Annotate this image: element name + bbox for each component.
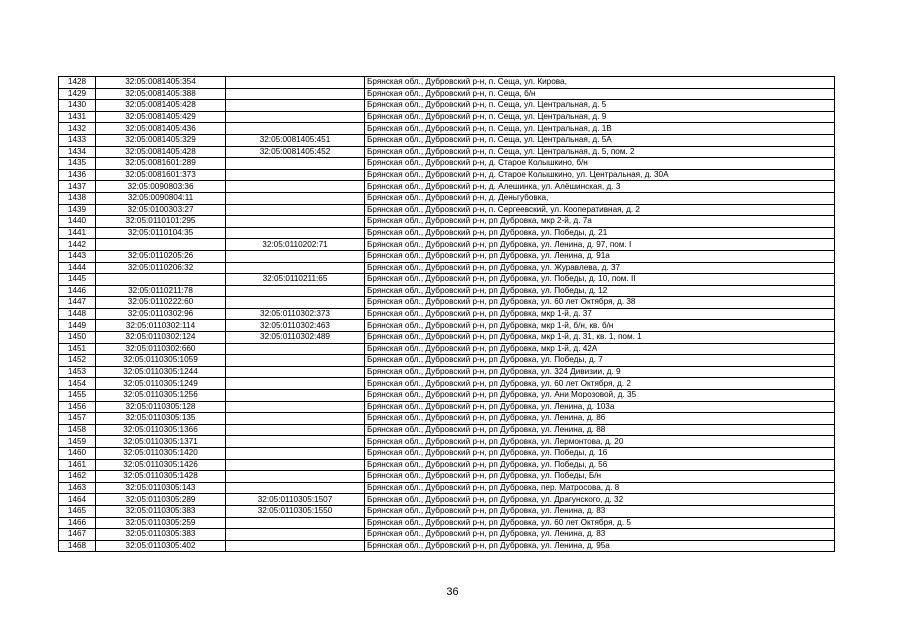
table-row: [59, 262, 835, 274]
table-row: [59, 308, 835, 320]
cadastral-number-cell: 32:05:0081405:329: [96, 134, 226, 146]
cadastral-number-cell: 32:05:0110206:32: [96, 262, 226, 274]
table-row: [59, 88, 835, 100]
cadastral-number-cell: 32:05:0110302:114: [96, 320, 226, 332]
property-table: [58, 76, 835, 552]
table-row: [59, 100, 835, 112]
table-row: [59, 332, 835, 344]
related-cadastral-number-cell: [226, 390, 365, 402]
cadastral-number-cell: 32:05:0110305:135: [96, 413, 226, 425]
table-row: [59, 250, 835, 262]
row-number-cell: 1449: [59, 320, 96, 332]
table-row: [59, 494, 835, 506]
related-cadastral-number-cell: [226, 482, 365, 494]
table-row: [59, 227, 835, 239]
cadastral-number-cell: 32:05:0110305:128: [96, 401, 226, 413]
row-number-cell: 1454: [59, 378, 96, 390]
related-cadastral-number-cell: [226, 366, 365, 378]
related-cadastral-number-cell: [226, 100, 365, 112]
cadastral-number-cell: 32:05:0110302:124: [96, 332, 226, 344]
address-cell: Брянская обл., Дубровский р-н, п. Сеща, ул. Центральная, д. 5, пом. 2: [365, 146, 835, 158]
cadastral-number-cell: 32:05:0081405:428: [96, 100, 226, 112]
address-cell: Брянская обл., Дубровский р-н, п. Сеща, ул. Центральная, д. 9: [365, 111, 835, 123]
address-cell: Брянская обл., Дубровский р-н, рп Дубровка, мкр 1-й, д. 42А: [365, 343, 835, 355]
row-number-cell: 1432: [59, 123, 96, 135]
table-row: [59, 297, 835, 309]
table-row: [59, 540, 835, 552]
cadastral-number-cell: 32:05:0110211:78: [96, 285, 226, 297]
related-cadastral-number-cell: [226, 459, 365, 471]
cadastral-number-cell: 32:05:0110305:259: [96, 517, 226, 529]
related-cadastral-number-cell: [226, 192, 365, 204]
row-number-cell: 1436: [59, 169, 96, 181]
cadastral-number-cell: 32:05:0090803:36: [96, 181, 226, 193]
cadastral-number-cell: 32:05:0110305:289: [96, 494, 226, 506]
address-cell: Брянская обл., Дубровский р-н, рп Дубровка, ул. Победы, д. 56: [365, 459, 835, 471]
address-cell: Брянская обл., Дубровский р-н, д. Старое Колышкино, б/н: [365, 158, 835, 170]
cadastral-number-cell: [96, 239, 226, 251]
cadastral-number-cell: 32:05:0110222:60: [96, 297, 226, 309]
address-cell: Брянская обл., Дубровский р-н, п. Сеща, ул. Центральная, д. 5А: [365, 134, 835, 146]
related-cadastral-number-cell: 32:05:0110305:1507: [226, 494, 365, 506]
table-row: [59, 146, 835, 158]
row-number-cell: 1457: [59, 413, 96, 425]
address-cell: Брянская обл., Дубровский р-н, рп Дубровка, ул. Журавлева, д. 37: [365, 262, 835, 274]
row-number-cell: 1464: [59, 494, 96, 506]
related-cadastral-number-cell: [226, 181, 365, 193]
address-cell: Брянская обл., Дубровский р-н, рп Дубровка, ул. 324 Дивизии, д. 9: [365, 366, 835, 378]
table-row: [59, 459, 835, 471]
cadastral-number-cell: 32:05:0110205:26: [96, 250, 226, 262]
table-row: [59, 204, 835, 216]
address-cell: Брянская обл., Дубровский р-н, рп Дубровка, мкр 1-й, б/н, кв. б/н: [365, 320, 835, 332]
related-cadastral-number-cell: [226, 216, 365, 228]
address-cell: Брянская обл., Дубровский р-н, п. Сеща, ул. Центральная, д. 5: [365, 100, 835, 112]
address-cell: Брянская обл., Дубровский р-н, д. Деньгубовка,: [365, 192, 835, 204]
table-row: [59, 424, 835, 436]
table-row: [59, 169, 835, 181]
address-cell: Брянская обл., Дубровский р-н, п. Сеща, б/н: [365, 88, 835, 100]
related-cadastral-number-cell: [226, 471, 365, 483]
cadastral-number-cell: 32:05:0110305:1059: [96, 355, 226, 367]
related-cadastral-number-cell: [226, 355, 365, 367]
related-cadastral-number-cell: [226, 378, 365, 390]
table-row: [59, 181, 835, 193]
address-cell: Брянская обл., Дубровский р-н, рп Дубровка, ул. Победы, д. 10, пом. II: [365, 274, 835, 286]
address-cell: Брянская обл., Дубровский р-н, рп Дубровка, ул. Ленина, д. 97, пом. I: [365, 239, 835, 251]
address-cell: Брянская обл., Дубровский р-н, рп Дубровка, ул. 60 лет Октября, д. 38: [365, 297, 835, 309]
table-row: [59, 77, 835, 89]
related-cadastral-number-cell: [226, 517, 365, 529]
cadastral-number-cell: 32:05:0081405:436: [96, 123, 226, 135]
address-cell: Брянская обл., Дубровский р-н, рп Дубровка, ул. Победы, д. 7: [365, 355, 835, 367]
related-cadastral-number-cell: 32:05:0081405:451: [226, 134, 365, 146]
row-number-cell: 1465: [59, 505, 96, 517]
related-cadastral-number-cell: [226, 77, 365, 89]
row-number-cell: 1455: [59, 390, 96, 402]
address-cell: Брянская обл., Дубровский р-н, рп Дубровка, ул. 60 лет Октября, д. 5: [365, 517, 835, 529]
table-row: [59, 134, 835, 146]
related-cadastral-number-cell: [226, 448, 365, 460]
table-row: [59, 192, 835, 204]
table-row: [59, 390, 835, 402]
cadastral-number-cell: 32:05:0110305:383: [96, 529, 226, 541]
table-row: [59, 517, 835, 529]
related-cadastral-number-cell: [226, 529, 365, 541]
address-cell: Брянская обл., Дубровский р-н, рп Дубровка, ул. Победы, Б/н: [365, 471, 835, 483]
cadastral-number-cell: 32:05:0110305:1428: [96, 471, 226, 483]
row-number-cell: 1461: [59, 459, 96, 471]
row-number-cell: 1441: [59, 227, 96, 239]
row-number-cell: 1458: [59, 424, 96, 436]
row-number-cell: 1443: [59, 250, 96, 262]
related-cadastral-number-cell: [226, 158, 365, 170]
table-row: [59, 355, 835, 367]
address-cell: Брянская обл., Дубровский р-н, рп Дубровка, мкр 1-й, д. 37: [365, 308, 835, 320]
address-cell: Брянская обл., Дубровский р-н, рп Дубровка, ул. Ленина, д. 91а: [365, 250, 835, 262]
row-number-cell: 1440: [59, 216, 96, 228]
row-number-cell: 1459: [59, 436, 96, 448]
cadastral-number-cell: 32:05:0081405:428: [96, 146, 226, 158]
table-row: [59, 285, 835, 297]
cadastral-number-cell: [96, 274, 226, 286]
table-row: [59, 448, 835, 460]
row-number-cell: 1433: [59, 134, 96, 146]
cadastral-number-cell: 32:05:0110305:1371: [96, 436, 226, 448]
cadastral-number-cell: 32:05:0081405:429: [96, 111, 226, 123]
table-row: [59, 366, 835, 378]
table-row: [59, 216, 835, 228]
table-row: [59, 401, 835, 413]
row-number-cell: 1447: [59, 297, 96, 309]
row-number-cell: 1429: [59, 88, 96, 100]
related-cadastral-number-cell: [226, 123, 365, 135]
table-row: [59, 111, 835, 123]
row-number-cell: 1456: [59, 401, 96, 413]
cadastral-number-cell: 32:05:0110305:1244: [96, 366, 226, 378]
address-cell: Брянская обл., Дубровский р-н, рп Дубровка, мкр 1-й, д. 31, кв. 1, пом. 1: [365, 332, 835, 344]
related-cadastral-number-cell: 32:05:0110202:71: [226, 239, 365, 251]
row-number-cell: 1448: [59, 308, 96, 320]
address-cell: Брянская обл., Дубровский р-н, рп Дубровка, мкр 2-й, д. 7а: [365, 216, 835, 228]
address-cell: Брянская обл., Дубровский р-н, рп Дубровка, ул. Победы, д. 21: [365, 227, 835, 239]
table-row: [59, 158, 835, 170]
related-cadastral-number-cell: [226, 262, 365, 274]
related-cadastral-number-cell: [226, 88, 365, 100]
cadastral-number-cell: 32:05:0081405:388: [96, 88, 226, 100]
row-number-cell: 1444: [59, 262, 96, 274]
related-cadastral-number-cell: [226, 111, 365, 123]
cadastral-number-cell: 32:05:0081601:289: [96, 158, 226, 170]
related-cadastral-number-cell: 32:05:0081405:452: [226, 146, 365, 158]
related-cadastral-number-cell: [226, 540, 365, 552]
related-cadastral-number-cell: [226, 424, 365, 436]
related-cadastral-number-cell: [226, 401, 365, 413]
row-number-cell: 1439: [59, 204, 96, 216]
table-row: [59, 378, 835, 390]
address-cell: Брянская обл., Дубровский р-н, п. Сеща, ул. Центральная, д. 1В: [365, 123, 835, 135]
row-number-cell: 1442: [59, 239, 96, 251]
cadastral-number-cell: 32:05:0090804:11: [96, 192, 226, 204]
row-number-cell: 1431: [59, 111, 96, 123]
related-cadastral-number-cell: 32:05:0110302:463: [226, 320, 365, 332]
address-cell: Брянская обл., Дубровский р-н, рп Дубровка, ул. Ленина, д. 88: [365, 424, 835, 436]
related-cadastral-number-cell: [226, 250, 365, 262]
cadastral-number-cell: 32:05:0110104:35: [96, 227, 226, 239]
address-cell: Брянская обл., Дубровский р-н, рп Дубровка, ул. 60 лет Октября, д. 2: [365, 378, 835, 390]
related-cadastral-number-cell: [226, 285, 365, 297]
related-cadastral-number-cell: [226, 436, 365, 448]
related-cadastral-number-cell: [226, 204, 365, 216]
related-cadastral-number-cell: [226, 169, 365, 181]
row-number-cell: 1434: [59, 146, 96, 158]
related-cadastral-number-cell: [226, 297, 365, 309]
cadastral-number-cell: 32:05:0110302:660: [96, 343, 226, 355]
row-number-cell: 1462: [59, 471, 96, 483]
row-number-cell: 1450: [59, 332, 96, 344]
address-cell: Брянская обл., Дубровский р-н, рп Дубровка, ул. Ленина, д. 95а: [365, 540, 835, 552]
cadastral-number-cell: 32:05:0110305:1249: [96, 378, 226, 390]
row-number-cell: 1445: [59, 274, 96, 286]
cadastral-number-cell: 32:05:0110305:1256: [96, 390, 226, 402]
address-cell: Брянская обл., Дубровский р-н, д. Старое Колышкино, ул. Центральная, д. 30А: [365, 169, 835, 181]
address-cell: Брянская обл., Дубровский р-н, д. Алешинка, ул. Алёшинская, д. 3: [365, 181, 835, 193]
cadastral-number-cell: 32:05:0110305:1426: [96, 459, 226, 471]
cadastral-number-cell: 32:05:0081601:373: [96, 169, 226, 181]
address-cell: Брянская обл., Дубровский р-н, рп Дубровка, пер. Матросова, д. 8: [365, 482, 835, 494]
property-table-body: [59, 77, 835, 552]
cadastral-number-cell: 32:05:0110101:295: [96, 216, 226, 228]
related-cadastral-number-cell: 32:05:0110302:489: [226, 332, 365, 344]
table-row: [59, 239, 835, 251]
related-cadastral-number-cell: 32:05:0110305:1550: [226, 505, 365, 517]
address-cell: Брянская обл., Дубровский р-н, п. Сергеевский, ул. Кооперативная, д. 2: [365, 204, 835, 216]
row-number-cell: 1463: [59, 482, 96, 494]
cadastral-number-cell: 32:05:0110305:383: [96, 505, 226, 517]
address-cell: Брянская обл., Дубровский р-н, рп Дубровка, ул. Драгунского, д. 32: [365, 494, 835, 506]
table-row: [59, 320, 835, 332]
row-number-cell: 1460: [59, 448, 96, 460]
address-cell: Брянская обл., Дубровский р-н, рп Дубровка, ул. Ленина, д. 103а: [365, 401, 835, 413]
cadastral-number-cell: 32:05:0100303:27: [96, 204, 226, 216]
page-number: 36: [446, 586, 459, 598]
address-cell: Брянская обл., Дубровский р-н, рп Дубровка, ул. Лермонтова, д. 20: [365, 436, 835, 448]
row-number-cell: 1428: [59, 77, 96, 89]
table-row: [59, 413, 835, 425]
table-row: [59, 343, 835, 355]
address-cell: Брянская обл., Дубровский р-н, рп Дубровка, ул. Ленина, д. 83: [365, 529, 835, 541]
cadastral-number-cell: 32:05:0110305:143: [96, 482, 226, 494]
address-cell: Брянская обл., Дубровский р-н, п. Сеща, ул. Кирова,: [365, 77, 835, 89]
cadastral-number-cell: 32:05:0110305:1420: [96, 448, 226, 460]
table-row: [59, 482, 835, 494]
related-cadastral-number-cell: [226, 413, 365, 425]
row-number-cell: 1451: [59, 343, 96, 355]
cadastral-number-cell: 32:05:0110302:96: [96, 308, 226, 320]
row-number-cell: 1446: [59, 285, 96, 297]
related-cadastral-number-cell: 32:05:0110302:373: [226, 308, 365, 320]
address-cell: Брянская обл., Дубровский р-н, рп Дубровка, ул. Ани Морозовой, д. 35: [365, 390, 835, 402]
cadastral-number-cell: 32:05:0081405:354: [96, 77, 226, 89]
table-row: [59, 505, 835, 517]
row-number-cell: 1430: [59, 100, 96, 112]
table-row: [59, 123, 835, 135]
row-number-cell: 1452: [59, 355, 96, 367]
row-number-cell: 1467: [59, 529, 96, 541]
cadastral-number-cell: 32:05:0110305:1366: [96, 424, 226, 436]
address-cell: Брянская обл., Дубровский р-н, рп Дубровка, ул. Ленина, д. 83: [365, 505, 835, 517]
related-cadastral-number-cell: [226, 227, 365, 239]
row-number-cell: 1468: [59, 540, 96, 552]
row-number-cell: 1437: [59, 181, 96, 193]
address-cell: Брянская обл., Дубровский р-н, рп Дубровка, ул. Победы, д. 16: [365, 448, 835, 460]
row-number-cell: 1453: [59, 366, 96, 378]
table-row: [59, 471, 835, 483]
related-cadastral-number-cell: 32:05:0110211:65: [226, 274, 365, 286]
row-number-cell: 1435: [59, 158, 96, 170]
table-row: [59, 529, 835, 541]
table-row: [59, 274, 835, 286]
address-cell: Брянская обл., Дубровский р-н, рп Дубровка, ул. Ленина, д. 86: [365, 413, 835, 425]
cadastral-number-cell: 32:05:0110305:402: [96, 540, 226, 552]
row-number-cell: 1466: [59, 517, 96, 529]
row-number-cell: 1438: [59, 192, 96, 204]
table-row: [59, 436, 835, 448]
address-cell: Брянская обл., Дубровский р-н, рп Дубровка, ул. Победы, д. 12: [365, 285, 835, 297]
related-cadastral-number-cell: [226, 343, 365, 355]
